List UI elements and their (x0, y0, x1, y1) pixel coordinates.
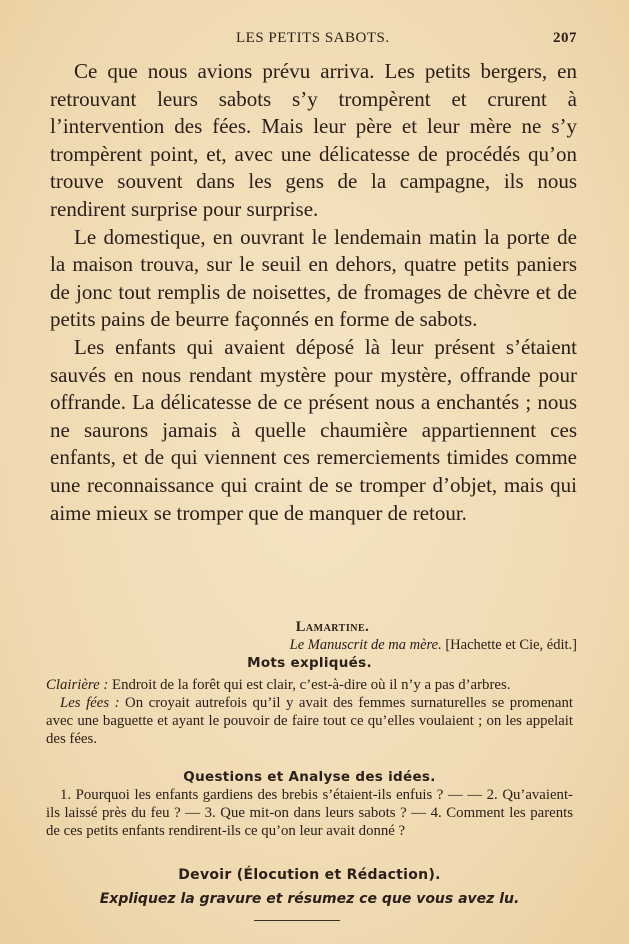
vocabulary-term: Les fées : (60, 695, 120, 711)
story-text (50, 58, 577, 527)
questions-heading: Questions et Analyse des idées. (183, 769, 436, 785)
author-name: Lamartine. (295, 619, 370, 635)
homework-heading: Devoir (Élocution et Rédaction). (178, 867, 441, 883)
vocabulary-definition: Endroit de la forêt qui est clair, c’est-à-dire où il n’y a pas d’arbres. (108, 677, 511, 693)
publisher: [Hachette et Cie, édit.] (441, 637, 577, 653)
running-title: LES PETITS SABOTS. (236, 30, 390, 46)
page-number: 207 (553, 30, 577, 46)
questions-text: 1. Pourquoi les enfants gardiens des brebis s’étaient-ils enfuis ? — — 2. Qu’avaient-ils laissé près du feu ? — 3. Que mit-on dans leurs sabots ? — 4. Comment les parents de ces petits enfants rendirent-ils ce qu’on leur avait donné ? (46, 787, 573, 839)
vocabulary-heading: Mots expliqués. (247, 655, 372, 671)
homework-section (46, 866, 573, 908)
paragraph-3: Les enfants qui avaient déposé là leur présent s’étaient sauvés en nous rendant mystère pour mystère, offrande pour offrande. La délicatesse de ce présent nous a enchantés ; nous ne saurons jamais à quelle chaumière appartiennent ces enfants, et de qui viennent ces remerciements timides comme une reconnaissance qui craint de se tromper d’objet, mais qui aime mieux se tromper que de manquer de retour. (50, 334, 577, 525)
vocabulary-term: Clairière : (46, 677, 109, 693)
vocabulary-section (46, 654, 573, 748)
vocabulary-definition: On croyait autrefois qu’il y avait des femmes surnaturelles se promenant avec une baguette et ayant le pouvoir de faire tout ce qu’elles voulaient ; on les appelait des fées. (46, 695, 574, 747)
paragraph-1: Ce que nous avions prévu arriva. Les petits bergers, en retrouvant leurs sabots s’y trompèrent et crurent à l’intervention des fées. Mais leur père et leur mère ne s’y trompèrent point, et, avec une délicatesse de procédés qu’on trouve souvent dans les gens de la campagne, ils nous rendirent surprise pour surprise. (50, 59, 577, 221)
paragraph-2: Le domestique, en ouvrant le lendemain matin la porte de la maison trouva, sur le seuil en dehors, quatre petits paniers de jonc tout remplis de noisettes, de fromages de chèvre et de petits pains de beurre façonnés en forme de sabots. (50, 224, 577, 332)
questions-section (46, 768, 573, 840)
vocabulary-entry (46, 676, 573, 694)
source-line (48, 636, 577, 654)
vocabulary-entry (46, 694, 573, 748)
attribution (48, 618, 577, 654)
homework-instruction: Expliquez la gravure et résumez ce que vous avez lu. (99, 891, 520, 907)
closing-rule (254, 920, 340, 921)
work-title: Le Manuscrit de ma mère. (289, 637, 442, 653)
